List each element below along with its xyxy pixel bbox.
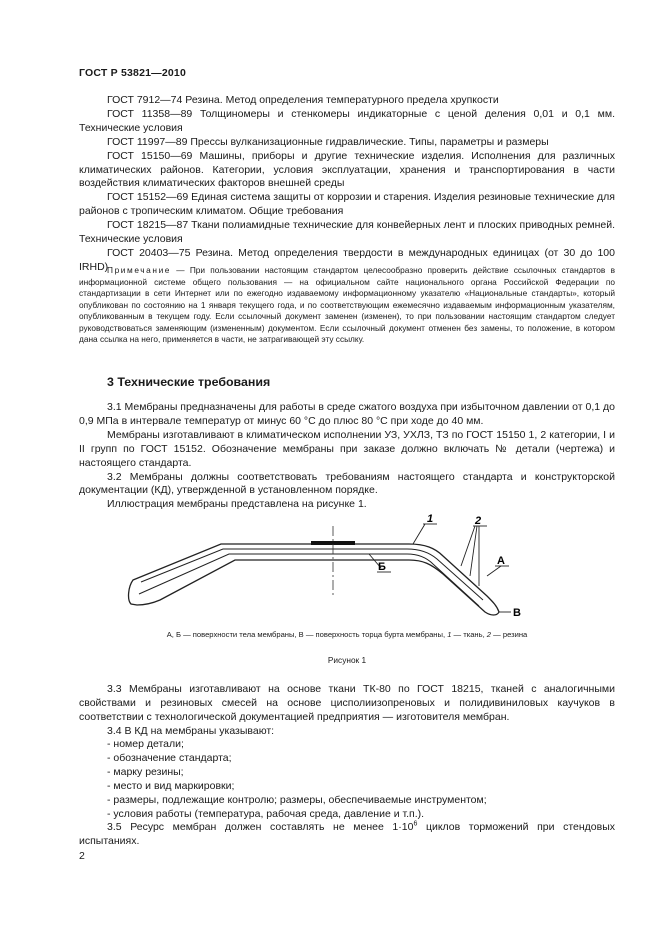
reference-item: ГОСТ 18215—87 Ткани полиамидные технические для конвейерных лент и плоских приводных ремней. Технические условия <box>79 219 615 246</box>
label-2: 2 <box>475 515 482 527</box>
reference-item: ГОСТ 11997—89 Прессы вулканизационные гидравлические. Типы, параметры и размеры <box>107 135 549 148</box>
reference-item: ГОСТ 7912—74 Резина. Метод определения температурного предела хрупкости <box>107 94 499 106</box>
membrane-figure <box>125 508 535 628</box>
document-header: ГОСТ Р 53821—2010 <box>79 67 187 79</box>
paragraph: Иллюстрация мембраны представлена на рисунке 1. <box>107 498 367 511</box>
note-paragraph <box>79 265 615 346</box>
leader-line-2 <box>461 526 475 566</box>
leader-line-2 <box>470 526 477 576</box>
membrane-drawing <box>125 508 535 628</box>
section-heading: 3 Технические требования <box>107 375 271 389</box>
note-text: — При пользовании настоящим стандартом целесообразно проверить действие ссылочных стандартов в информационной системе общего пользования — на официальном сайте национального органа Российской Федерации по стандартизации в сети Интернет или по ежегодно издаваемому информационному указателю «Национальные стандарты», который опубликован по состоянию на 1 января текущего года, и по соответствующим ежемесячно издаваемым информационным указателям, опубликованным в текущем году. Если ссылочный документ заменен (изменен), то при пользовании настоящим стандартом следует руководствоваться заменяющим (измененным) документом. Если ссылочный документ отменен без замены, то положение, в котором дана ссылка на него, применяется в части, не затрагивающей эту ссылку. <box>79 265 615 345</box>
membrane-outer-contour <box>129 544 499 615</box>
leader-line-1 <box>413 524 425 544</box>
fabric-layer-line <box>141 549 483 600</box>
paragraph: 3.3 Мембраны изготавливают на основе ткани ТК-80 по ГОСТ 18215, тканей с аналогичными свойствами и резиновых смесей на основе цисполиизопреновых и полидивиниловых каучуков в соответствии с технологической документацией предприятия — изготовителя мембран. <box>79 683 615 723</box>
reference-item: ГОСТ 11358—89 Толщиномеры и стенкомеры индикаторные с ценой деления 0,01 и 0,1 мм. Технические условия <box>79 107 615 134</box>
reference-item: ГОСТ 15152—69 Единая система защиты от коррозии и старения. Изделия резиновые технические для районов с тропическим климатом. Общие требования <box>79 191 615 218</box>
label-1: 1 <box>427 513 434 525</box>
list-item: - размеры, подлежащие контролю; размеры, обеспечиваемые инструментом; <box>107 793 487 806</box>
label-a: А <box>497 555 505 567</box>
note-block <box>79 265 615 346</box>
leader-line-a <box>487 566 501 576</box>
list-item: - номер детали; <box>107 738 184 751</box>
reference-item: ГОСТ 15150—69 Машины, приборы и другие технические изделия. Исполнения для различных климатических районов. Категории, условия эксплуатации, хранения и транспортирования в части воздействия климатических факторов внешней среды <box>79 149 615 190</box>
list-item: - марку резины; <box>107 766 184 779</box>
note-label: Примечание <box>107 265 172 275</box>
reference-item: ГОСТ 20403—75 Резина. Метод определения твердости в международных единицах (от 30 до 100 IRHD) <box>79 246 615 273</box>
paragraph: Мембраны изготавливают в климатическом исполнении УЗ, УХЛЗ, ТЗ по ГОСТ 15150 1, 2 категории, I и II групп по ГОСТ 15152. Обозначение мембраны при заказе должно включать № детали (чертежа) и настоящего стандарта. <box>79 428 615 469</box>
normative-references <box>79 94 615 275</box>
requirements-text-1 <box>79 401 615 512</box>
list-item: - обозначение стандарта; <box>107 752 232 765</box>
figure-caption: А, Б — поверхности тела мембраны, В — поверхность торца бурта мембраны, 1 — ткань, 2 — резина <box>166 630 528 639</box>
label-v: В <box>513 607 521 619</box>
page-number: 2 <box>79 850 85 862</box>
paragraph-resource: 3.5 Ресурс мембран должен составлять не менее $1\cdot 10^6$ циклов торможений при стендовых испытаниях. <box>79 820 616 848</box>
requirements-text-2 <box>79 683 615 849</box>
paragraph: 3.4 В КД на мембраны указывают: <box>107 724 275 737</box>
label-b-cyr: Б <box>378 561 386 573</box>
figure-title: Рисунок 1 <box>327 655 367 665</box>
list-item: - условия работы (температура, рабочая среда, давление и т.п.). <box>107 807 425 820</box>
paragraph: 3.2 Мембраны должны соответствовать требованиям настоящего стандарта и конструкторской документации (КД), утвержденной в установленном порядке. <box>79 470 615 497</box>
paragraph: 3.1 Мембраны предназначены для работы в среде сжатого воздуха при избыточном давлении от 0,1 до 0,9 МПа в интервале температур от минус 60 °С до плюс 80 °С при ходе до 40 мм. <box>79 401 615 427</box>
list-item: - место и вид маркировки; <box>107 779 235 792</box>
